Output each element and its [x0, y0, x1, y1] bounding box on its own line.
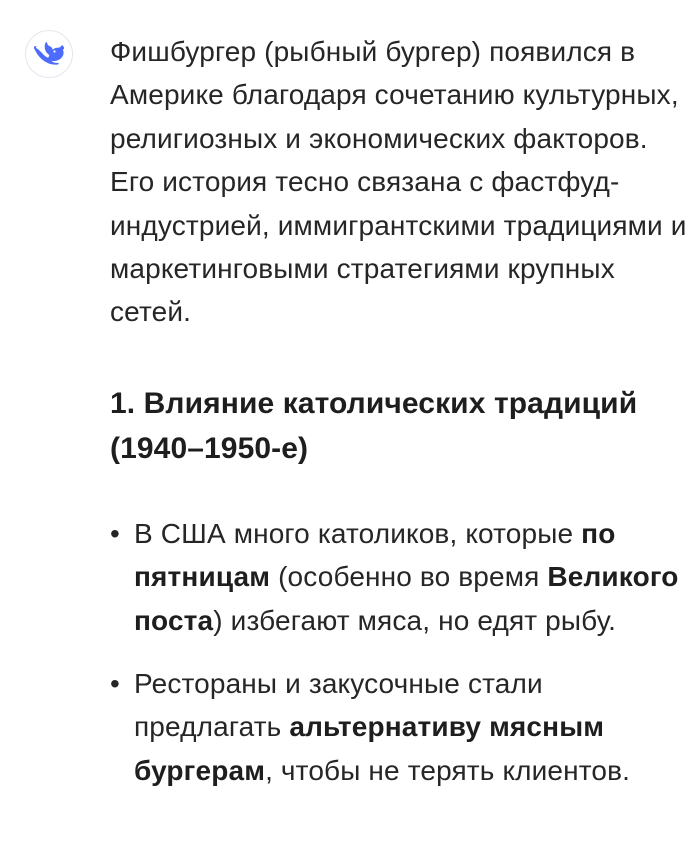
- bullet-bold-text: Великого поста: [134, 561, 679, 636]
- deepseek-whale-icon: [34, 42, 64, 66]
- bullet-item: [110, 662, 695, 792]
- assistant-avatar: [25, 30, 73, 78]
- bullet-marker: •: [110, 517, 120, 549]
- assistant-message: [110, 30, 695, 812]
- bullet-text: ) избегают мяса, но едят рыбу.: [213, 604, 616, 636]
- bullet-text: , чтобы не терять клиентов.: [265, 754, 631, 786]
- bullet-marker: •: [110, 668, 120, 700]
- bullet-bold-text: альтернативу мясным бургерам: [134, 711, 605, 786]
- section-heading: 1. Влияние католических традиций (1940–1950-е): [110, 386, 638, 465]
- bullet-item: [110, 512, 695, 642]
- bullet-text: (особенно во время: [270, 561, 548, 593]
- intro-paragraph: Фишбургер (рыбный бургер) появился в Америке благодаря сочетанию культурных, религиозных и экономических факторов. Его история тесно связана с фастфуд-индустрией, иммигрантскими традициями и маркетинговыми стратегиями крупных сетей.: [110, 36, 687, 328]
- bullet-bold-text: по пятницам: [134, 517, 616, 593]
- bullet-list: [110, 512, 695, 792]
- bullet-text: В США много католиков, которые: [134, 517, 582, 549]
- bullet-text: Рестораны и закусочные стали предлагать: [134, 668, 543, 743]
